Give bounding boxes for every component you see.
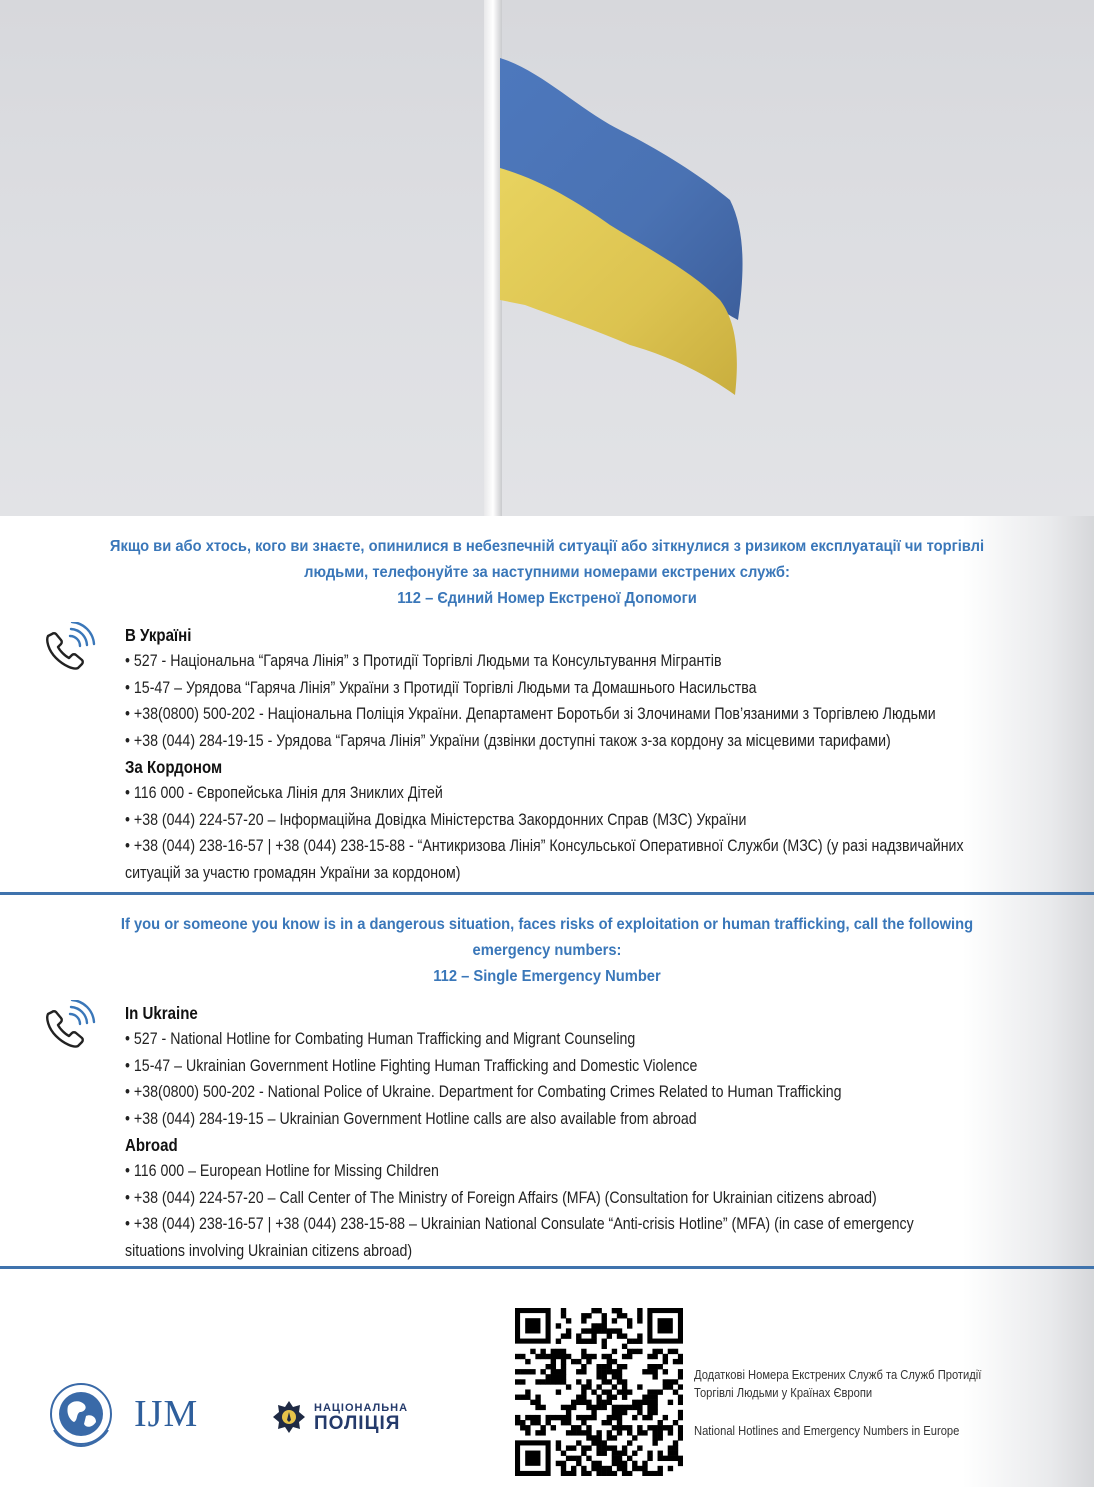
intro-en-line: If you or someone you know is in a dangerous situation, faces risks of exploitation or human trafficking, call the following	[120, 916, 974, 933]
list-item: • 15-47 – Ukrainian Government Hotline Fighting Human Trafficking and Domestic Violence	[125, 1056, 698, 1075]
list-item: • +38 (044) 284-19-15 - Урядова “Гаряча Лінія” України (дзвінки доступні також з-за кордону за місцевими тарифами)	[125, 731, 891, 750]
list-item: ситуацій за участю громадян України за кордоном)	[125, 863, 461, 882]
phone-ringing-icon	[38, 1000, 98, 1060]
qr-caption-ua-line: Додаткові Номера Екстрених Служб та Служб Протидії	[694, 1367, 982, 1382]
phone-ringing-icon	[38, 622, 98, 682]
police-wordmark	[314, 1402, 408, 1435]
section-heading-abroad: За Кордоном	[125, 757, 223, 778]
qr-code[interactable]	[515, 1308, 683, 1476]
flag-pole	[484, 0, 502, 516]
police-line1: НАЦІОНАЛЬНА	[314, 1402, 409, 1414]
ijm-globe-logo	[40, 1378, 122, 1452]
ukrainian-flag-illustration	[0, 0, 1094, 516]
intro-en	[81, 912, 1014, 990]
ijm-wordmark: IJM	[134, 1393, 199, 1435]
list-item: • +38 (044) 284-19-15 – Ukrainian Government Hotline calls are also available from abroad	[125, 1109, 697, 1128]
section-divider	[0, 1266, 1094, 1269]
list-item: • +38 (044) 224-57-20 – Call Center of The Ministry of Foreign Affairs (MFA) (Consultation for Ukrainian citizens abroad)	[125, 1188, 877, 1207]
emergency-number-ua: 112 – Єдиний Номер Екстреної Допомоги	[397, 590, 697, 607]
list-item: • 527 - Національна “Гаряча Лінія” з Протидії Торгівлі Людьми та Консультування Мігрантів	[125, 652, 722, 671]
list-item: • 116 000 - Європейська Лінія для Зниклих Дітей	[125, 784, 443, 803]
section-divider	[0, 892, 1094, 895]
intro-ua-line: Якщо ви або хтось, кого ви знаєте, опинилися в небезпечній ситуації або зіткнулися з ризиком експлуатації чи торгівлі	[109, 538, 985, 555]
section-heading-in-country: In Ukraine	[125, 1003, 198, 1023]
intro-en-line: emergency numbers:	[472, 942, 622, 959]
list-item: • +38(0800) 500-202 - National Police of Ukraine. Department for Combating Crimes Related to Human Trafficking	[125, 1083, 842, 1102]
hero-photo	[0, 0, 1094, 516]
section-heading-abroad: Abroad	[125, 1135, 178, 1156]
intro-ua	[81, 534, 1014, 612]
section-heading-in-country: В Україні	[125, 625, 192, 645]
list-item: • +38 (044) 238-16-57 | +38 (044) 238-15-88 - “Антикризова Лінія” Консульської Оперативної Служби (МЗС) (у разі надзвичайних	[125, 837, 964, 856]
list-item: situations involving Ukrainian citizens abroad)	[125, 1241, 413, 1260]
list-item: • +38 (044) 224-57-20 – Інформаційна Довідка Міністерства Закордонних Справ (МЗС) України	[125, 810, 747, 829]
police-line2: ПОЛІЦІЯ	[314, 1413, 401, 1434]
police-badge-icon	[272, 1400, 306, 1434]
qr-caption-en: National Hotlines and Emergency Numbers in Europe	[694, 1423, 960, 1438]
list-item: • 527 - National Hotline for Combating Human Trafficking and Migrant Counseling	[125, 1030, 636, 1049]
list-item: • 15-47 – Урядова “Гаряча Лінія” України з Протидії Торгівлі Людьми та Домашнього Насильства	[125, 678, 757, 697]
list-item: • 116 000 – European Hotline for Missing Children	[125, 1162, 439, 1181]
list-item: • +38 (044) 238-16-57 | +38 (044) 238-15-88 – Ukrainian National Consulate “Anti-crisis Hotline” (MFA) (in case of emergency	[125, 1215, 914, 1234]
intro-ua-line: людьми, телефонуйте за наступними номерами екстрених служб:	[304, 564, 790, 581]
contacts-en	[125, 1000, 1062, 1264]
qr-caption-ua	[694, 1366, 1055, 1402]
qr-caption-ua-line: Торгівлі Людьми у Країнах Європи	[694, 1385, 873, 1400]
emergency-number-en: 112 – Single Emergency Number	[433, 968, 661, 985]
contacts-ua	[125, 622, 1062, 886]
list-item: • +38(0800) 500-202 - Національна Поліція України. Департамент Боротьби зі Злочинами Пов’язаними з Торгівлею Людьми	[125, 705, 936, 724]
